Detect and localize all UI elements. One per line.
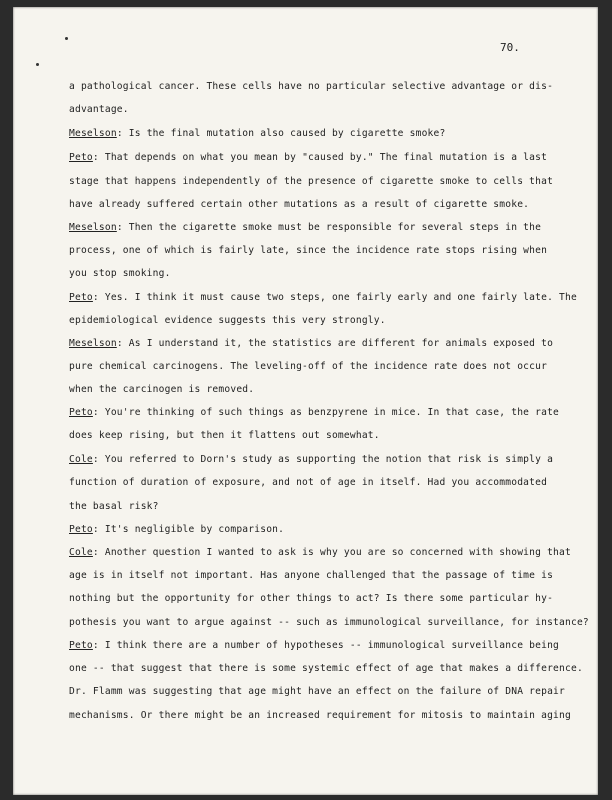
transcript-line (69, 570, 553, 581)
page-number: 70. (500, 41, 520, 54)
line-text: function of duration of exposure, and not of age in itself. Had you accommodated (69, 477, 548, 488)
line-text: advantage. (69, 104, 129, 115)
transcript-line (69, 501, 159, 512)
line-text: : Is the final mutation also caused by cigarette smoke? (116, 128, 446, 139)
page-speck (65, 37, 68, 40)
transcript-line (69, 547, 571, 558)
line-text: stage that happens independently of the presence of cigarette smoke to cells that (69, 176, 554, 187)
transcript-line (69, 430, 380, 441)
line-text: mechanisms. Or there might be an increased requirement for mitosis to maintain aging (69, 710, 571, 721)
transcript-line (69, 81, 553, 92)
speaker-name: Peto (69, 152, 93, 163)
transcript-line (69, 176, 553, 187)
line-text: : That depends on what you mean by "caused by." The final mutation is a last (92, 152, 548, 163)
line-text: epidemiological evidence suggests this very strongly. (69, 315, 386, 326)
line-text: pothesis you want to argue against -- such as immunological surveillance, for instance? (69, 617, 589, 628)
transcript-line (69, 222, 541, 233)
line-text: : You're thinking of such things as benzpyrene in mice. In that case, the rate (92, 407, 560, 418)
transcript-line (69, 315, 386, 326)
line-text: pure chemical carcinogens. The leveling-off of the incidence rate does not occur (69, 361, 548, 372)
line-text: have already suffered certain other mutations as a result of cigarette smoke. (69, 199, 530, 210)
speaker-name: Peto (69, 292, 93, 303)
transcript-line (69, 617, 589, 628)
transcript-line (69, 663, 583, 674)
transcript-line (69, 686, 565, 697)
transcript-line (69, 152, 547, 163)
speaker-name: Peto (69, 524, 93, 535)
line-text: you stop smoking. (69, 268, 171, 279)
transcript-line (69, 245, 547, 256)
page-speck (36, 63, 39, 66)
line-text: nothing but the opportunity for other things to act? Is there some particular hy- (69, 593, 554, 604)
transcript-line (69, 454, 553, 465)
speaker-name: Meselson (69, 338, 117, 349)
transcript-line (69, 128, 446, 139)
line-text: : Then the cigarette smoke must be responsible for several steps in the (116, 222, 542, 233)
line-text: does keep rising, but then it flattens out somewhat. (69, 430, 380, 441)
line-text: the basal risk? (69, 501, 159, 512)
line-text: one -- that suggest that there is some systemic effect of age that makes a difference. (69, 663, 583, 674)
speaker-name: Meselson (69, 222, 117, 233)
document-page (13, 7, 598, 795)
transcript-line (69, 477, 547, 488)
line-text: when the carcinogen is removed. (69, 384, 255, 395)
line-text: age is in itself not important. Has anyone challenged that the passage of time is (69, 570, 554, 581)
transcript-line (69, 268, 171, 279)
line-text: : You referred to Dorn's study as supporting the notion that risk is simply a (92, 454, 554, 465)
transcript-line (69, 104, 129, 115)
line-text: : Yes. I think it must cause two steps, one fairly early and one fairly late. The (92, 292, 577, 303)
speaker-name: Peto (69, 407, 93, 418)
speaker-name: Cole (69, 454, 93, 465)
transcript-line (69, 640, 559, 651)
transcript-line (69, 524, 284, 535)
transcript-line (69, 292, 577, 303)
transcript-line (69, 384, 254, 395)
speaker-name: Peto (69, 640, 93, 651)
transcript-line (69, 338, 553, 349)
line-text: : It's negligible by comparison. (92, 524, 285, 535)
transcript-line (69, 593, 553, 604)
line-text: a pathological cancer. These cells have no particular selective advantage or dis- (69, 81, 554, 92)
line-text: : As I understand it, the statistics are different for animals exposed to (116, 338, 554, 349)
line-text: process, one of which is fairly late, since the incidence rate stops rising when (69, 245, 548, 256)
speaker-name: Meselson (69, 128, 117, 139)
line-text: : I think there are a number of hypotheses -- immunological surveillance being (92, 640, 560, 651)
transcript-line (69, 710, 571, 721)
line-text: Dr. Flamm was suggesting that age might have an effect on the failure of DNA repair (69, 686, 566, 697)
line-text: : Another question I wanted to ask is why you are so concerned with showing that (92, 547, 571, 558)
transcript-line (69, 199, 529, 210)
speaker-name: Cole (69, 547, 93, 558)
transcript-line (69, 407, 559, 418)
transcript-line (69, 361, 547, 372)
